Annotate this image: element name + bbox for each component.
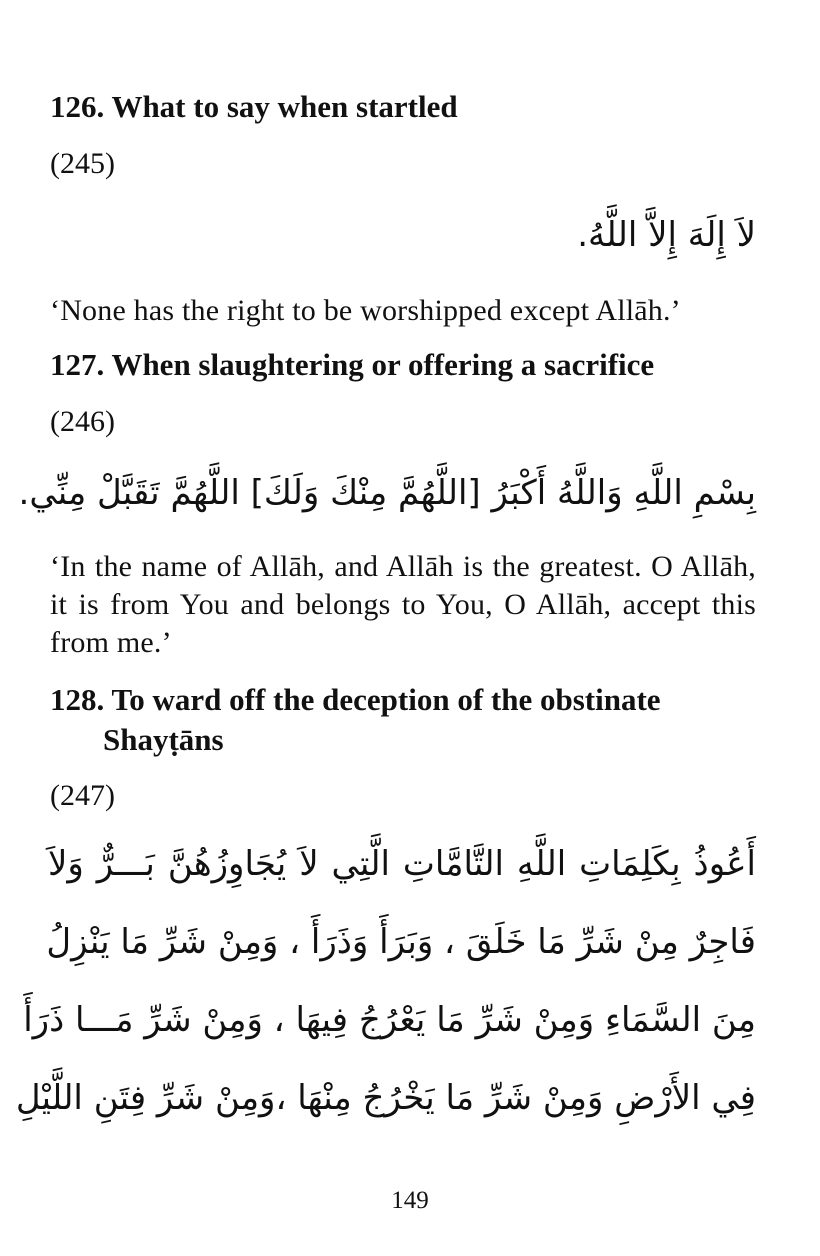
- section-heading-128-line2: Shayṭāns: [103, 722, 224, 757]
- section-heading-127: 127. When slaughtering or offering a sacrifice: [50, 347, 655, 382]
- arabic-line-4: فِي الأَرْضِ وَمِنْ شَرِّ مَا يَخْرُجُ مِنْهَا ،وَمِنْ شَرِّ فِتَنِ اللَّيْلِ: [15, 1078, 756, 1118]
- arabic-line-3: مِنَ السَّمَاءِ وَمِنْ شَرِّ مَا يَعْرُجُ فِيهَا ، وَمِنْ شَرِّ مَـــا ذَرَأَ: [23, 1000, 756, 1040]
- reference-number-245: (245): [50, 147, 115, 180]
- page-number: 149: [391, 1187, 429, 1214]
- reference-number-246: (246): [50, 405, 115, 438]
- translation-245: ‘None has the right to be worshipped except Allāh.’: [50, 294, 681, 327]
- section-heading-128-line1: 128. To ward off the deception of the obstinate: [50, 682, 661, 717]
- arabic-line-2: فَاجِرٌ مِنْ شَرِّ مَا خَلَقَ ، وَبَرَأَ وَذَرَأَ ، وَمِنْ شَرِّ مَا يَنْزِلُ: [46, 922, 756, 962]
- arabic-supplication-246: بِسْمِ اللَّهِ وَاللَّهُ أَكْبَرُ [اللَّهُمَّ مِنْكَ وَلَكَ] اللَّهُمَّ تَقَبَّلْ مِنِّي.: [18, 473, 756, 513]
- section-heading-126: 126. What to say when startled: [50, 89, 458, 124]
- translation-246: ‘In the name of Allāh, and Allāh is the greatest. O Allāh, it is from You and belongs to You, O Allāh, accept this from me.’: [50, 550, 756, 659]
- arabic-line-1: أَعُوذُ بِكَلِمَاتِ اللَّهِ التَّامَّاتِ الَّتِي لاَ يُجَاوِزُهُنَّ بَـــرٌّ وَلاَ: [48, 844, 756, 884]
- section-heading-128: [50, 680, 770, 760]
- arabic-supplication-247: [15, 825, 756, 1137]
- reference-number-247: (247): [50, 779, 115, 812]
- arabic-supplication-245: لاَ إِلَهَ إِلاَّ اللَّهُ.: [577, 215, 756, 255]
